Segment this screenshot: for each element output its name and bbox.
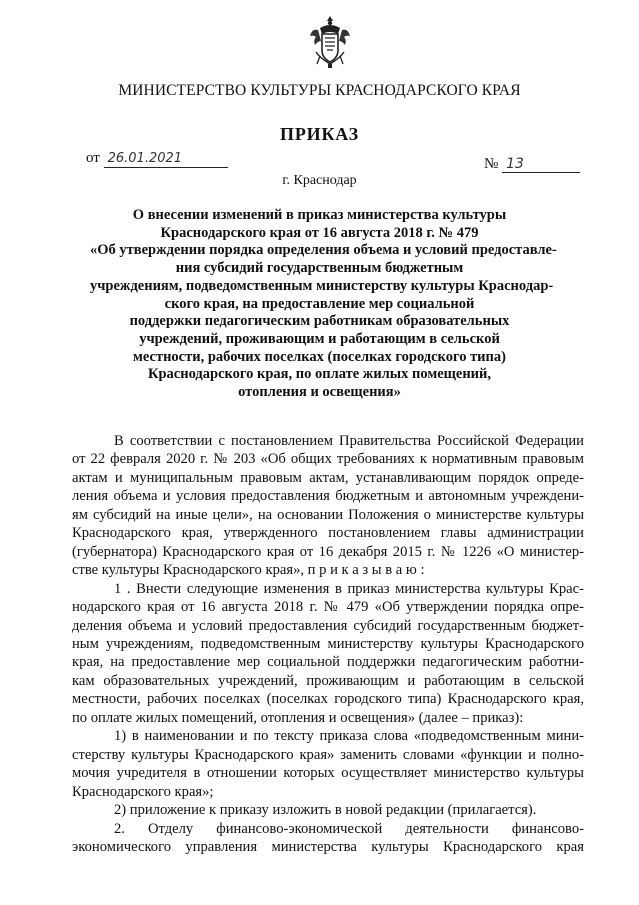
order-body [72, 432, 584, 856]
number-value: 13 [502, 156, 580, 173]
body-line: кам образовательных учреждений, проживающим и работающим в сельской [72, 672, 584, 689]
body-line: 2. Отделу финансово-экономической деятельности финансово- [114, 820, 584, 837]
body-line: Краснодарского края, утвержденного постановлением главы администрации [72, 525, 584, 542]
body-line: 1 . Внести следующие изменения в приказ министерства культуры Крас- [114, 580, 584, 597]
body-line: края, на предоставление мер социальной поддержки педагогическим работни- [72, 654, 584, 671]
body-line: местности, рабочих поселках (поселках городского типа) Краснодарского края, [72, 691, 584, 708]
title-line: Краснодарского края от 16 августа 2018 г. № 479 [160, 224, 479, 241]
body-line: Краснодарского края»; [72, 783, 214, 800]
body-line: В соответствии с постановлением Правительства Российской Федерации [114, 433, 584, 449]
body-line: 1) в наименовании и по тексту приказа слова «подведомственным мини- [114, 728, 584, 745]
title-line: поддержки педагогическим работникам образовательных [129, 313, 510, 330]
order-title [90, 207, 557, 402]
date-value: 26.01.2021 [104, 151, 228, 168]
body-line: актам и муниципальным правовым актам, устанавливающим порядок опреде- [72, 469, 584, 486]
body-line: нодарского края от 16 августа 2018 г. № 479 «Об утверждении порядка опре- [72, 599, 584, 616]
title-line: учреждениям, подведомственным министерству культуры Краснодар- [90, 277, 554, 294]
body-line: ям субсидий на иные цели», на основании Положения о министерстве культуры [72, 506, 584, 523]
date-field [86, 150, 228, 168]
body-line: ным учреждениям, подведомственным министерству культуры Краснодарского [72, 635, 584, 652]
title-line: Краснодарского края, по оплате жилых помещений, [147, 366, 492, 383]
document-type: ПРИКАЗ [280, 124, 359, 144]
city-name: г. Краснодар [282, 173, 357, 188]
body-line: мочия учредителя в отношении которых осуществляет министерство культуры [72, 765, 584, 782]
number-prefix: № [484, 156, 499, 172]
title-line: местности, рабочих поселках (поселках городского типа) [133, 348, 506, 365]
ministry-name: МИНИСТЕРСТВО КУЛЬТУРЫ КРАСНОДАРСКОГО КРАЯ [118, 82, 521, 99]
body-line: (губернатора) Краснодарского края от 16 декабря 2015 г. № 1226 «О министер- [72, 543, 584, 560]
body-line: деления объема и условий предоставления субсидий государственным бюджет- [72, 617, 584, 634]
body-line: ления объема и условия предоставления бюджетным и автономным учреждени- [72, 488, 584, 505]
body-line: экономического управления министерства культуры Краснодарского края [72, 838, 584, 855]
body-line: стерству культуры Краснодарского края» заменить словами «функции и полно- [72, 746, 584, 763]
title-line: О внесении изменений в приказ министерства культуры [132, 207, 507, 223]
body-line: 2) приложение к приказу изложить в новой редакции (прилагается). [114, 802, 537, 819]
coat-of-arms-emblem [308, 12, 352, 70]
body-line: стве культуры Краснодарского края», п р и к а з ы в а ю : [72, 562, 425, 579]
number-field [484, 156, 580, 173]
title-line: «Об утверждении порядка определения объема и условий предоставле- [90, 242, 557, 259]
title-line: отопления и освещения» [238, 384, 401, 401]
body-line: от 22 февраля 2020 г. № 203 «Об общих требованиях к нормативным правовым [72, 451, 584, 468]
title-line: ния субсидий государственным бюджетным [175, 260, 464, 277]
title-line: учреждений, проживающим и работающим в сельской [139, 330, 500, 347]
body-line: по оплате жилых помещений, отопления и освещения» (далее – приказ): [72, 709, 524, 726]
date-prefix: от [86, 150, 100, 166]
title-line: ского края, на предоставление мер социальной [164, 295, 475, 312]
